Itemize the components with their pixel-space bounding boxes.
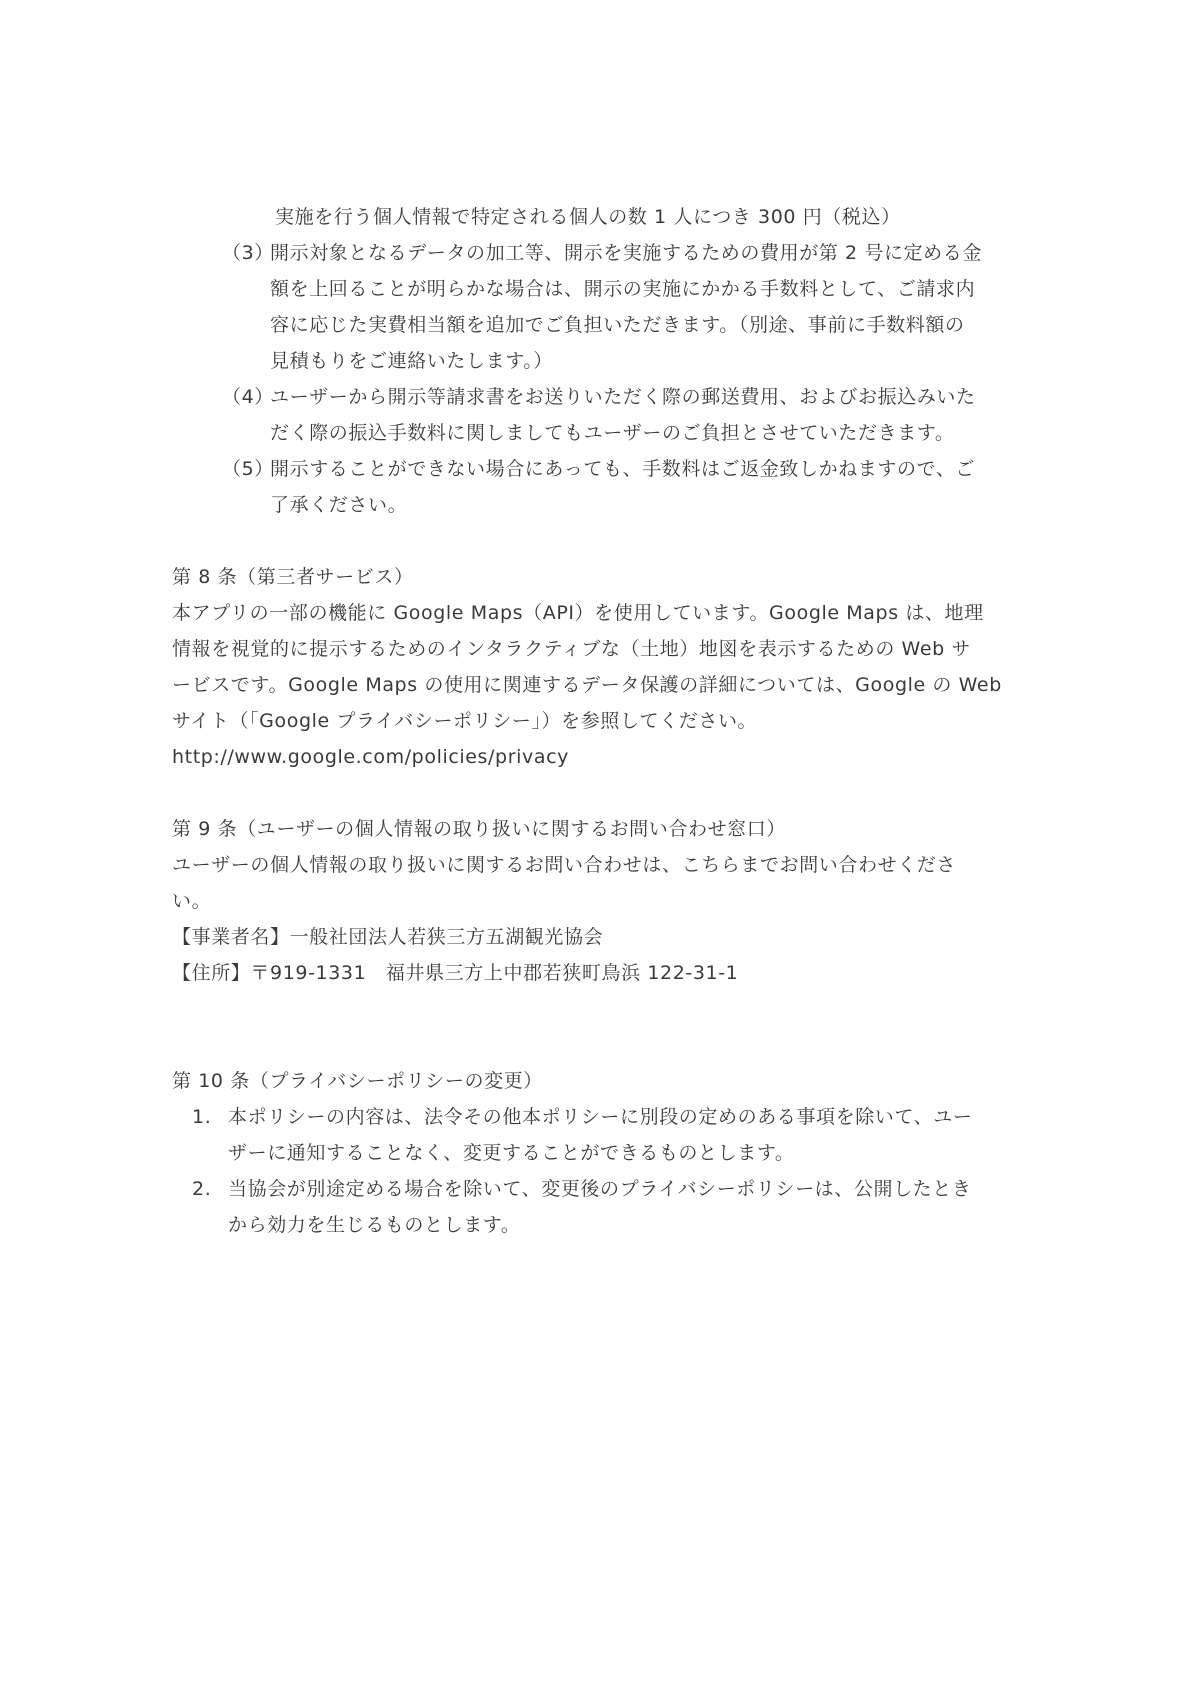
item-line: 見積もりをご連絡いたします。） xyxy=(270,350,553,372)
item-line: から効力を生じるものとします。 xyxy=(228,1214,521,1236)
paragraph-line: ービスです。Google Maps の使用に関連するデータ保護の詳細については、Google の Web xyxy=(172,674,1002,696)
list-item xyxy=(172,1171,1022,1243)
paragraph-line: 本アプリの一部の機能に Google Maps（API）を使用しています。Google Maps は、地理 xyxy=(172,602,984,624)
spacer xyxy=(172,523,1022,559)
item-marker: 2. xyxy=(192,1178,212,1200)
item-marker: （5） xyxy=(222,458,274,480)
document-body xyxy=(172,199,1022,1243)
item-marker: （3） xyxy=(222,242,274,264)
item-line: 額を上回ることが明らかな場合は、開示の実施にかかる手数料として、ご請求内 xyxy=(270,278,976,300)
privacy-policy-url: http://www.google.com/policies/privacy xyxy=(172,746,569,768)
paragraph-line: サイト（「Google プライバシーポリシー」）を参照してください。 xyxy=(172,710,758,732)
item-line: ユーザーから開示等請求書をお送りいただく際の郵送費用、およびお振込みいた xyxy=(270,386,976,408)
item-line: 本ポリシーの内容は、法令その他本ポリシーに別段の定めのある事項を除いて、ユー xyxy=(228,1106,973,1128)
fee-item-3 xyxy=(172,235,1022,379)
business-address: 【住所】〒919-1331 福井県三方上中郡若狭町鳥浜 122-31-1 xyxy=(172,962,739,984)
business-name: 【事業者名】一般社団法人若狭三方五湖観光協会 xyxy=(172,926,604,948)
article-heading: 第 10 条（プライバシーポリシーの変更） xyxy=(172,1070,543,1092)
list-item xyxy=(172,1099,1022,1171)
item-line: だく際の振込手数料に関しましてもユーザーのご負担とさせていただきます。 xyxy=(270,422,955,444)
item-line: ザーに通知することなく、変更することができるものとします。 xyxy=(228,1142,795,1164)
spacer xyxy=(172,991,1022,1063)
paragraph-line: 情報を視覚的に提示するためのインタラクティブな（土地）地図を表示するための Web サ xyxy=(172,638,972,660)
paragraph-line: ユーザーの個人情報の取り扱いに関するお問い合わせは、こちらまでお問い合わせくださ xyxy=(172,854,957,876)
fee-item-5 xyxy=(172,451,1022,523)
article-9 xyxy=(172,811,1022,991)
article-heading: 第 8 条（第三者サービス） xyxy=(172,566,414,588)
item-line: 当協会が別途定める場合を除いて、変更後のプライバシーポリシーは、公開したとき xyxy=(228,1178,972,1200)
article-8 xyxy=(172,559,1022,775)
item-line: 開示対象となるデータの加工等、開示を実施するための費用が第 2 号に定める金 xyxy=(270,242,982,264)
item-line: 開示することができない場合にあっても、手数料はご返金致しかねますので、ご xyxy=(270,458,976,480)
fee-item-4 xyxy=(172,379,1022,451)
article-10 xyxy=(172,1063,1022,1243)
item-line: 了承ください。 xyxy=(270,494,408,516)
continued-fee-line: 実施を行う個人情報で特定される個人の数 1 人につき 300 円（税込） xyxy=(275,206,901,228)
item-line: 容に応じた実費相当額を追加でご負担いただきます。（別途、事前に手数料額の xyxy=(270,314,965,336)
article-heading: 第 9 条（ユーザーの個人情報の取り扱いに関するお問い合わせ窓口） xyxy=(172,818,786,840)
item-marker: （4） xyxy=(222,386,274,408)
item-marker: 1. xyxy=(192,1106,212,1128)
spacer xyxy=(172,775,1022,811)
paragraph-line: い。 xyxy=(172,890,212,912)
